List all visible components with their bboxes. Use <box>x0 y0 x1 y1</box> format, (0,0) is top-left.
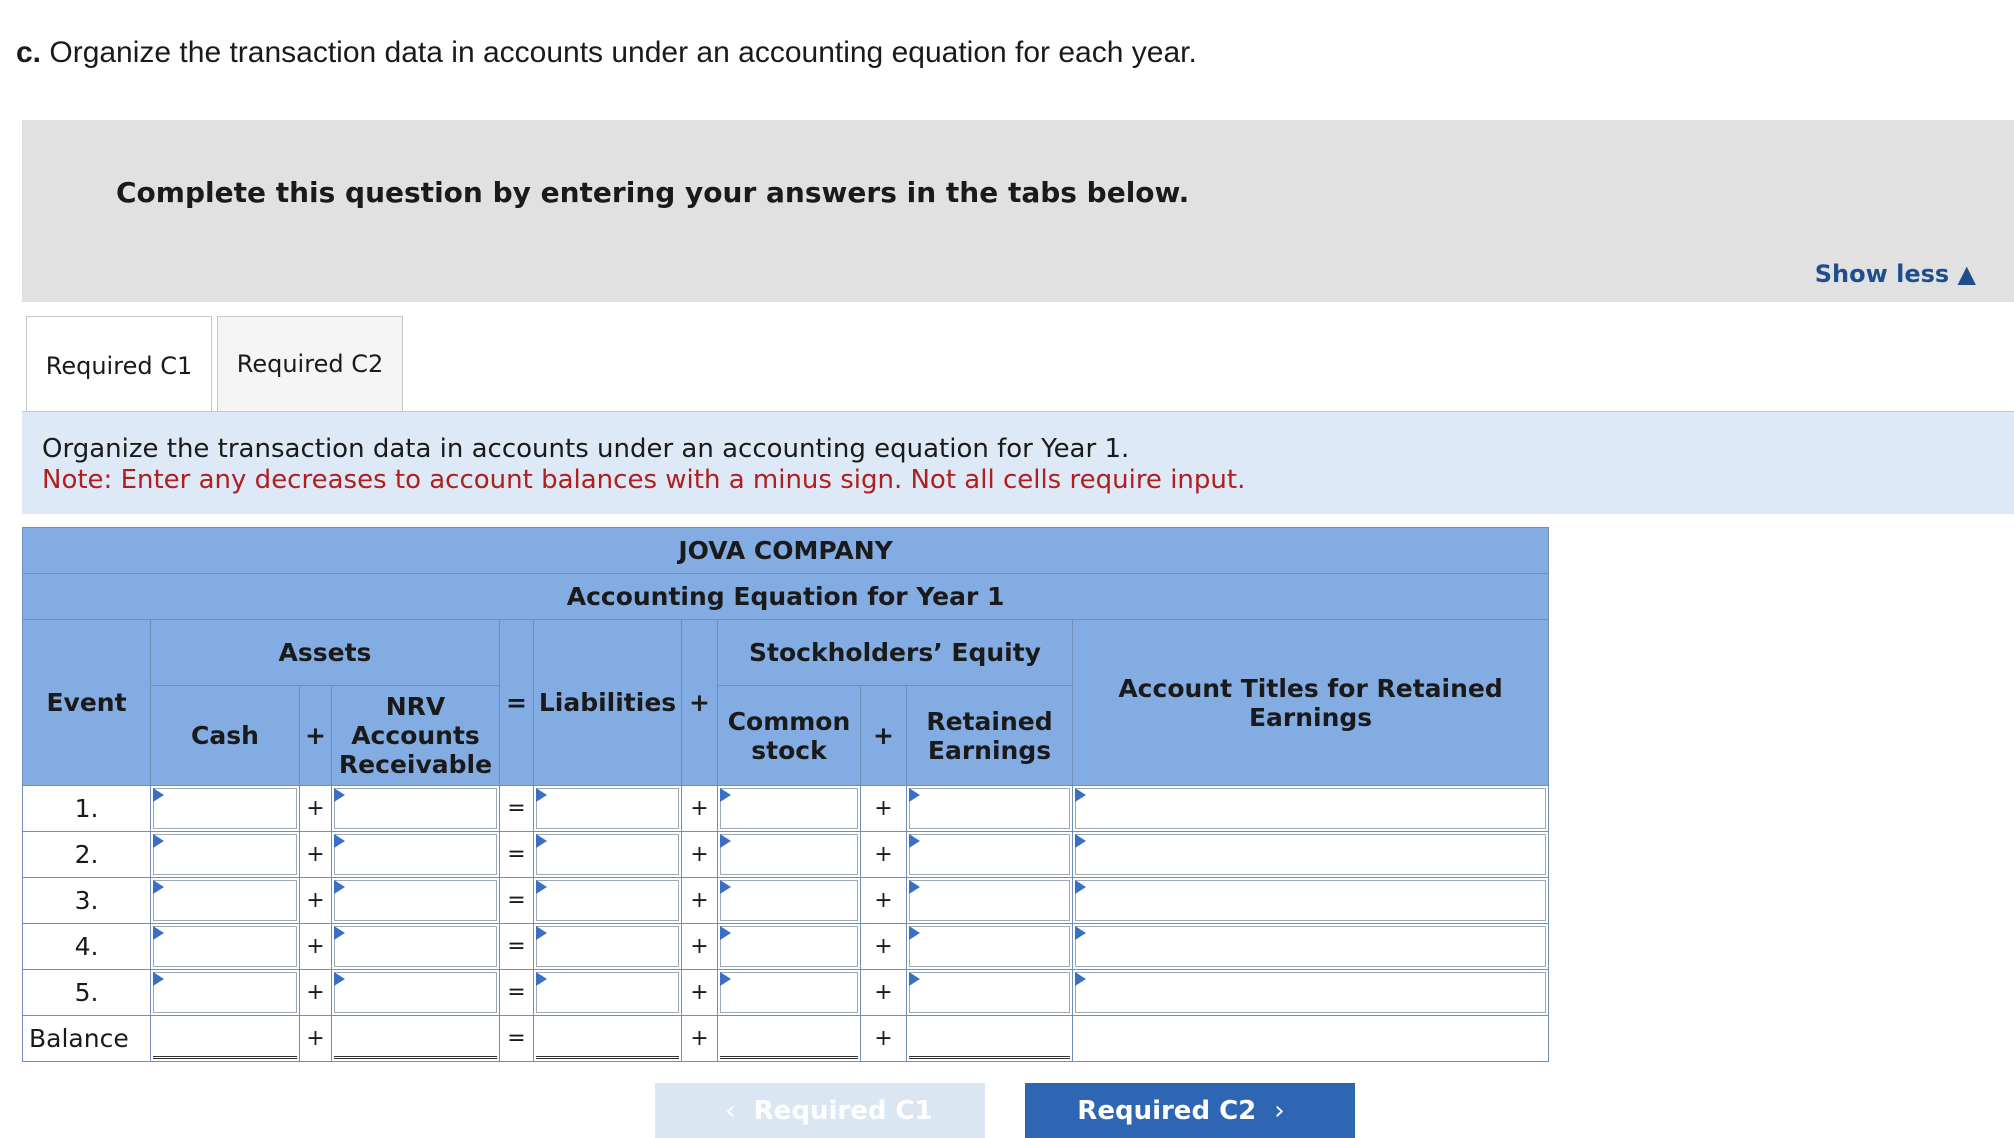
cash-input[interactable] <box>153 926 297 967</box>
common-stock-balance <box>720 1018 858 1059</box>
company-name: JOVA COMPANY <box>23 528 1549 574</box>
equals-sign: = <box>500 924 534 970</box>
plus-sign: + <box>300 970 332 1016</box>
liabilities-input[interactable] <box>536 880 679 921</box>
tab-required-c2[interactable]: Required C2 <box>217 316 403 412</box>
plus-sign: + <box>300 1016 332 1062</box>
account-title-select[interactable] <box>1075 834 1546 875</box>
header-retained-earnings: Retained Earnings <box>907 686 1073 786</box>
common-stock-input[interactable] <box>720 926 858 967</box>
retained-earnings-input[interactable] <box>909 788 1070 829</box>
cash-balance <box>153 1018 297 1059</box>
liabilities-input[interactable] <box>536 788 679 829</box>
retained-earnings-input[interactable] <box>909 972 1070 1013</box>
plus-sign: + <box>682 786 718 832</box>
table-row <box>23 970 1549 1016</box>
common-stock-input[interactable] <box>720 834 858 875</box>
equals-sign: = <box>500 786 534 832</box>
accounts-receivable-input[interactable] <box>334 834 497 875</box>
plus-sign: + <box>682 1016 718 1062</box>
instruction-note: Note: Enter any decreases to account balances with a minus sign. Not all cells require input. <box>42 465 1246 495</box>
equals-sign: = <box>500 832 534 878</box>
accounts-receivable-input[interactable] <box>334 926 497 967</box>
cash-input[interactable] <box>153 972 297 1013</box>
common-stock-input[interactable] <box>720 788 858 829</box>
instruction-panel <box>22 412 2014 514</box>
event-label: 3. <box>23 878 151 924</box>
accounts-receivable-balance <box>334 1018 497 1059</box>
prev-required-c1-button <box>655 1083 985 1138</box>
tab-required-c1[interactable]: Required C1 <box>26 316 212 414</box>
banner-instruction: Complete this question by entering your answers in the tabs below. <box>116 176 1190 209</box>
header-nrv-accounts-receivable: NRV Accounts Receivable <box>332 686 500 786</box>
plus-sign: + <box>682 878 718 924</box>
plus-sign: + <box>861 832 907 878</box>
balance-label: Balance <box>23 1016 151 1062</box>
header-cash: Cash <box>151 686 300 786</box>
liabilities-input[interactable] <box>536 834 679 875</box>
common-stock-input[interactable] <box>720 880 858 921</box>
equals-sign: = <box>500 970 534 1016</box>
accounts-receivable-input[interactable] <box>334 972 497 1013</box>
accounts-receivable-input[interactable] <box>334 880 497 921</box>
equals-sign: = <box>500 878 534 924</box>
event-label: 1. <box>23 786 151 832</box>
table-subtitle: Accounting Equation for Year 1 <box>23 574 1549 620</box>
event-label: 2. <box>23 832 151 878</box>
common-stock-input[interactable] <box>720 972 858 1013</box>
account-title-select[interactable] <box>1075 880 1546 921</box>
header-assets: Assets <box>151 620 500 686</box>
instruction-line: Organize the transaction data in accounts under an accounting equation for Year 1. <box>42 434 1130 464</box>
retained-earnings-input[interactable] <box>909 880 1070 921</box>
plus-sign: + <box>861 970 907 1016</box>
table-row <box>23 786 1549 832</box>
question-text: Organize the transaction data in accounts under an accounting equation for each year. <box>41 36 1197 69</box>
prev-button-label: Required C1 <box>753 1095 933 1126</box>
liabilities-balance <box>536 1018 679 1059</box>
event-label: 5. <box>23 970 151 1016</box>
instruction-banner <box>22 120 2014 302</box>
plus-sign: + <box>300 832 332 878</box>
cash-input[interactable] <box>153 788 297 829</box>
question-prefix: c. <box>16 36 42 69</box>
header-plus: + <box>300 686 332 786</box>
header-plus: + <box>682 620 718 786</box>
plus-sign: + <box>861 786 907 832</box>
next-required-c2-button[interactable] <box>1025 1083 1355 1138</box>
accounting-equation-table <box>22 527 1549 1062</box>
account-title-select[interactable] <box>1075 788 1546 829</box>
header-equals: = <box>500 620 534 786</box>
plus-sign: + <box>861 924 907 970</box>
accounts-receivable-input[interactable] <box>334 788 497 829</box>
cash-input[interactable] <box>153 834 297 875</box>
plus-sign: + <box>682 970 718 1016</box>
header-account-titles: Account Titles for Retained Earnings <box>1073 620 1549 786</box>
equals-sign: = <box>500 1016 534 1062</box>
plus-sign: + <box>300 878 332 924</box>
plus-sign: + <box>682 832 718 878</box>
plus-sign: + <box>300 924 332 970</box>
plus-sign: + <box>861 878 907 924</box>
account-title-select[interactable] <box>1075 926 1546 967</box>
header-event: Event <box>23 620 151 786</box>
show-less-toggle[interactable]: Show less ▲ <box>1814 260 1976 288</box>
chevron-left-icon: ‹ <box>725 1095 736 1126</box>
plus-sign: + <box>682 924 718 970</box>
balance-row <box>23 1016 1549 1062</box>
table-row <box>23 924 1549 970</box>
liabilities-input[interactable] <box>536 972 679 1013</box>
next-button-label: Required C2 <box>1077 1095 1257 1126</box>
table-row <box>23 878 1549 924</box>
liabilities-input[interactable] <box>536 926 679 967</box>
empty-cell <box>1073 1016 1549 1062</box>
plus-sign: + <box>300 786 332 832</box>
header-common-stock: Common stock <box>718 686 861 786</box>
retained-earnings-input[interactable] <box>909 834 1070 875</box>
question-title <box>16 36 1197 70</box>
account-title-select[interactable] <box>1075 972 1546 1013</box>
header-stockholders-equity: Stockholders’ Equity <box>718 620 1073 686</box>
header-liabilities: Liabilities <box>534 620 682 786</box>
chevron-right-icon: › <box>1274 1095 1285 1126</box>
retained-earnings-input[interactable] <box>909 926 1070 967</box>
table-row <box>23 832 1549 878</box>
header-plus: + <box>861 686 907 786</box>
retained-earnings-balance <box>909 1018 1070 1059</box>
plus-sign: + <box>861 1016 907 1062</box>
cash-input[interactable] <box>153 880 297 921</box>
event-label: 4. <box>23 924 151 970</box>
